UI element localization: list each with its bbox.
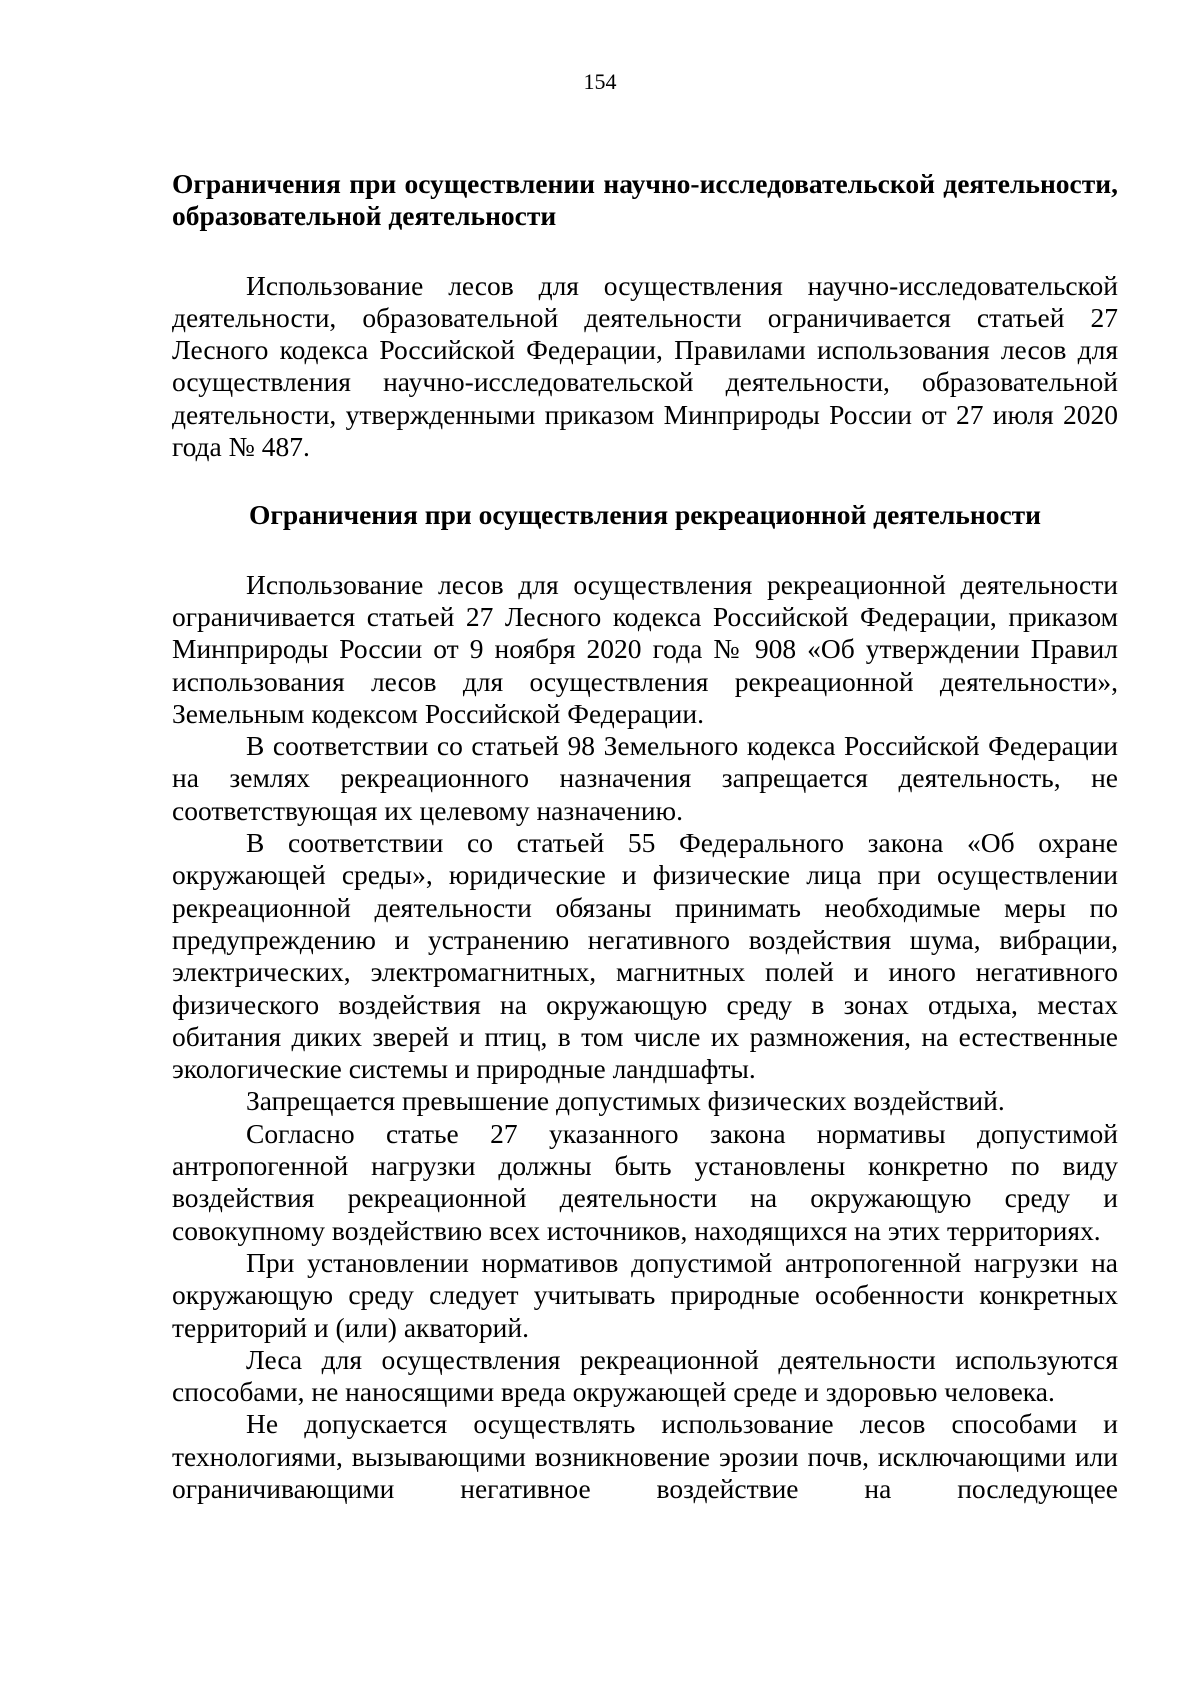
paragraph-recreation-7: Леса для осуществления рекреационной деятельности используются способами, не наносящими вреда окружающей среде и здоровью человека.: [172, 1343, 1118, 1408]
paragraph-research-1: Использование лесов для осуществления научно-исследовательской деятельности, образовательной деятельности ограничивается статьей 27 Лесного кодекса Российской Федерации, Правилами использования лесов для осуществления научно-исследовательской деятельности, образовательной деятельности, утвержденными приказом Минприроды России от 27 июля 2020 года № 487.: [172, 269, 1118, 463]
spacer: [172, 463, 1118, 499]
paragraph-recreation-2: В соответствии со статьей 98 Земельного кодекса Российской Федерации на землях рекреационного назначения запрещается деятельность, не соответствующая их целевому назначению.: [172, 730, 1118, 826]
paragraph-recreation-3: В соответствии со статьей 55 Федерального закона «Об охране окружающей среды», юридические и физические лица при осуществлении рекреационной деятельности обязаны принимать необходимые меры по предупреждению и устранению негативного воздействия шума, вибрации, электрических, электромагнитных, магнитных полей и иного негативного физического воздействия на окружающую среду в зонах отдыха, местах обитания диких зверей и птиц, в том числе их размножения, на естественные экологические системы и природные ландшафты.: [172, 827, 1118, 1085]
paragraph-recreation-6: При установлении нормативов допустимой антропогенной нагрузки на окружающую среду следует учитывать природные особенности конкретных территорий и (или) акваторий.: [172, 1246, 1118, 1343]
spacer: [172, 532, 1118, 569]
paragraph-recreation-1: Использование лесов для осуществления рекреационной деятельности ограничивается статьей 27 Лесного кодекса Российской Федерации, приказом Минприроды России от 9 ноября 2020 года № 908 «Об утверждении Правил использования лесов для осуществления рекреационной деятельности», Земельным кодексом Российской Федерации.: [172, 568, 1118, 729]
page-number: 154: [583, 69, 617, 94]
paragraph-recreation-4: Запрещается превышение допустимых физических воздействий.: [246, 1085, 1005, 1117]
section-heading-recreation: Ограничения при осуществления рекреационной деятельности: [248, 499, 1042, 531]
document-body: [172, 168, 1118, 1505]
paragraph-recreation-8: Не допускается осуществлять использование лесов способами и технологиями, вызывающими возникновение эрозии почв, исключающими или ограничивающими негативное воздействие на последующее: [172, 1408, 1118, 1504]
section-heading-research: Ограничения при осуществлении научно-исследовательской деятельности, образовательной деятельности: [172, 168, 1118, 232]
spacer: [172, 233, 1118, 270]
paragraph-recreation-5: Согласно статье 27 указанного закона нормативы допустимой антропогенной нагрузки должны быть установлены конкретно по виду воздействия рекреационной деятельности на окружающую среду и совокупному воздействию всех источников, находящихся на этих территориях.: [172, 1117, 1118, 1246]
